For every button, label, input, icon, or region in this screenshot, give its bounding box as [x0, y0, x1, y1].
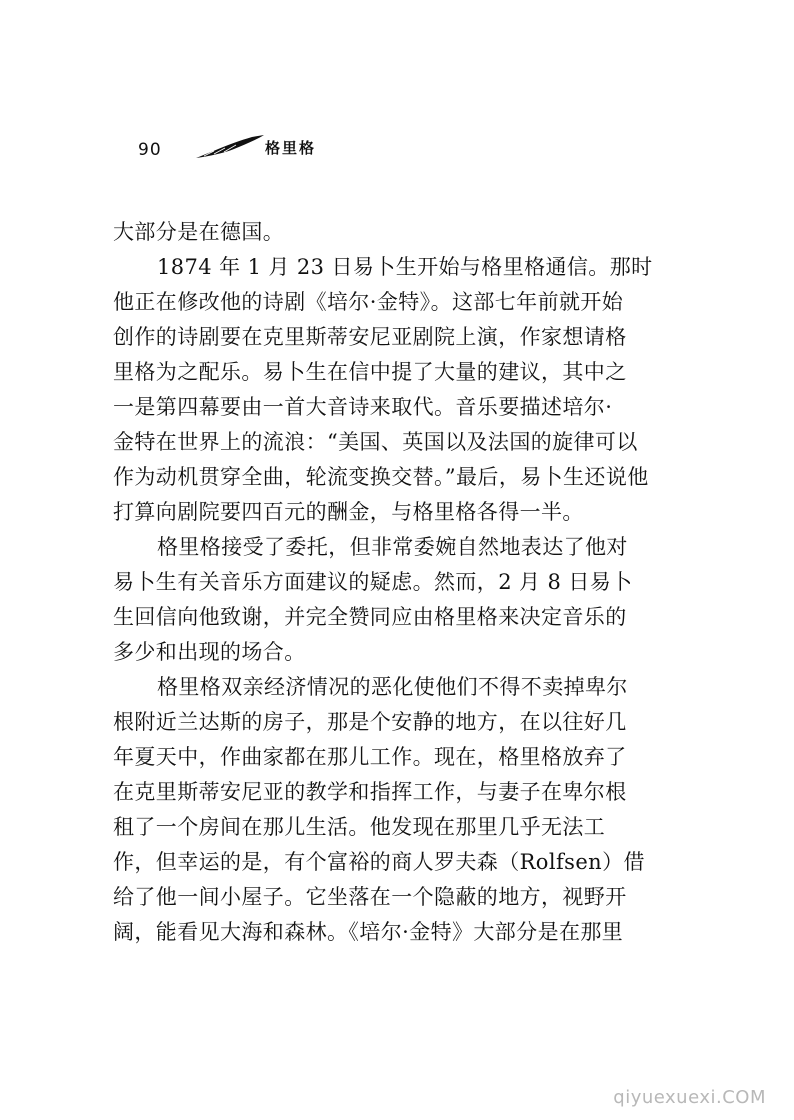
text-line: 打算向剧院要四百元的酬金，与格里格各得一半。	[113, 500, 584, 524]
text-line: 大部分是在德国。	[113, 220, 285, 244]
text-line: 给了他一间小屋子。它坐落在一个隐蔽的地方，视野开	[113, 885, 627, 909]
text-line: 他正在修改他的诗剧《培尔·金特》。这部七年前就开始	[113, 290, 624, 314]
text-line: 在克里斯蒂安尼亚的教学和指挥工作，与妻子在卑尔根	[113, 780, 627, 804]
text-line: 金特在世界上的流浪：“美国、英国以及法国的旋律可以	[113, 430, 638, 454]
running-title: 格里格	[265, 139, 317, 157]
text-line: 多少和出现的场合。	[113, 640, 306, 664]
page-header	[138, 132, 398, 168]
text-line: 创作的诗剧要在克里斯蒂安尼亚剧院上演，作家想请格	[113, 325, 627, 349]
text-line: 根附近兰达斯的房子，那是个安静的地方，在以往好几	[113, 710, 627, 734]
text-line: 作，但幸运的是，有个富裕的商人罗夫森（Rolfsen）借	[113, 850, 645, 874]
text-line: 里格为之配乐。易卜生在信中提了大量的建议，其中之	[113, 360, 627, 384]
text-line: 一是第四幕要由一首大音诗来取代。音乐要描述培尔·	[113, 395, 613, 419]
text-line: 生回信向他致谢，并完全赞同应由格里格来决定音乐的	[113, 605, 627, 629]
text-line: 格里格接受了委托，但非常委婉自然地表达了他对	[157, 535, 628, 559]
text-line: 作为动机贯穿全曲，轮流变换交替。”最后，易卜生还说他	[113, 465, 649, 489]
text-line: 格里格双亲经济情况的恶化使他们不得不卖掉卑尔	[157, 675, 628, 699]
text-line: 租了一个房间在那儿生活。他发现在那里几乎无法工	[113, 815, 606, 839]
text-line: 1874 年 1 月 23 日易卜生开始与格里格通信。那时	[157, 255, 653, 279]
text-line: 阔，能看见大海和森林。《培尔·金特》大部分是在那里	[113, 920, 624, 944]
page-number: 90	[138, 140, 162, 160]
text-line: 易卜生有关音乐方面建议的疑虑。然而，2 月 8 日易卜	[113, 570, 633, 594]
body-text	[113, 215, 673, 950]
site-watermark: qiyuexuexi.COM	[613, 1087, 766, 1108]
text-line: 年夏天中，作曲家都在那儿工作。现在，格里格放弃了	[113, 745, 627, 769]
feather-quill-icon	[194, 134, 266, 160]
